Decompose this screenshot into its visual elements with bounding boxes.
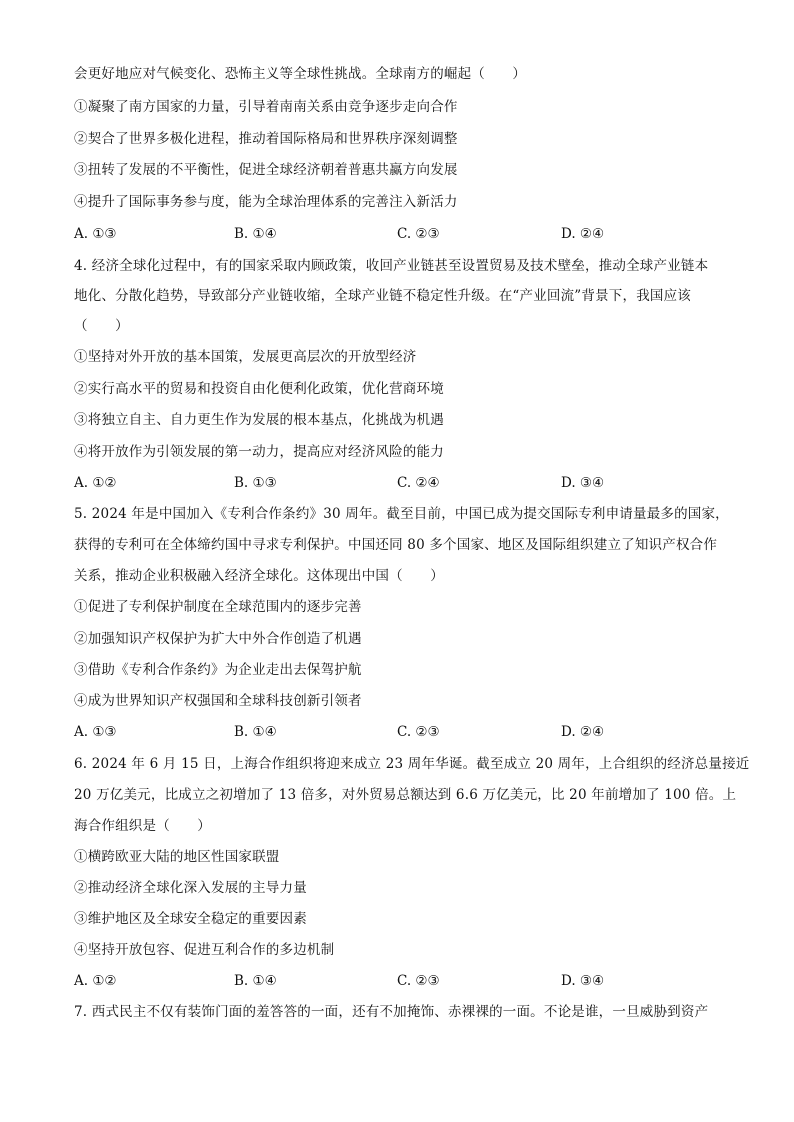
q6-stem-line-1: 6. 2024 年 6 月 15 日，上海合作组织将迎来成立 23 周年华诞。截至成立 20 周年，上合组织的经济总量接近	[74, 756, 750, 772]
q6-stem-line-3: 海合作组织是（ ）	[74, 818, 211, 834]
q3-item-2: ②契合了世界多极化进程，推动着国际格局和世界秩序深刻调整	[74, 131, 458, 147]
q6-item-4: ④坚持开放包容、促进互利合作的多边机制	[74, 942, 335, 958]
q6-option-a[interactable]: A. ①②	[74, 973, 117, 989]
q6-item-2: ②推动经济全球化深入发展的主导力量	[74, 880, 307, 896]
q6-option-b[interactable]: B. ①④	[234, 973, 277, 989]
q3-options	[74, 224, 754, 244]
q4-stem-line-2: 地化、分散化趋势，导致部分产业链收缩，全球产业链不稳定性升级。在“产业回流”背景下，我国应该	[74, 288, 692, 304]
q6-option-c[interactable]: C. ②③	[397, 973, 440, 989]
q3-option-d[interactable]: D. ②④	[561, 226, 605, 242]
q5-option-a[interactable]: A. ①③	[74, 724, 117, 740]
q5-item-2: ②加强知识产权保护为扩大中外合作创造了机遇	[74, 631, 362, 647]
q3-stem-tail: 会更好地应对气候变化、恐怖主义等全球性挑战。全球南方的崛起（ ）	[74, 66, 527, 82]
q5-option-d[interactable]: D. ②④	[561, 724, 605, 740]
q4-item-4: ④将开放作为引领发展的第一动力，提高应对经济风险的能力	[74, 444, 444, 460]
q6-item-1: ①横跨欧亚大陆的地区性国家联盟	[74, 849, 280, 865]
q3-option-c[interactable]: C. ②③	[397, 226, 440, 242]
q6-item-3: ③维护地区及全球安全稳定的重要因素	[74, 911, 307, 927]
q7-stem-line-1: 7. 西式民主不仅有装饰门面的羞答答的一面，还有不加掩饰、赤裸裸的一面。不论是谁，一旦威胁到资产	[74, 1004, 709, 1020]
q6-options	[74, 971, 754, 991]
q5-option-b[interactable]: B. ①④	[234, 724, 277, 740]
q5-item-3: ③借助《专利合作条约》为企业走出去保驾护航	[74, 662, 362, 678]
q3-item-1: ①凝聚了南方国家的力量，引导着南南关系由竞争逐步走向合作	[74, 99, 458, 115]
q3-item-4: ④提升了国际事务参与度，能为全球治理体系的完善注入新活力	[74, 194, 458, 210]
q4-option-a[interactable]: A. ①②	[74, 475, 117, 491]
q5-item-4: ④成为世界知识产权强国和全球科技创新引领者	[74, 693, 362, 709]
q6-option-d[interactable]: D. ③④	[561, 973, 605, 989]
q5-stem-line-1: 5. 2024 年是中国加入《专利合作条约》30 周年。截至目前，中国已成为提交国际专利申请量最多的国家，	[74, 506, 729, 522]
q4-item-3: ③将独立自主、自力更生作为发展的根本基点，化挑战为机遇	[74, 412, 444, 428]
q3-option-a[interactable]: A. ①③	[74, 226, 117, 242]
q4-options	[74, 473, 754, 493]
q5-item-1: ①促进了专利保护制度在全球范围内的逐步完善	[74, 599, 362, 615]
q4-stem-line-3: （ ）	[74, 318, 129, 334]
q5-stem-line-2: 获得的专利可在全体缔约国中寻求专利保护。中国还同 80 多个国家、地区及国际组织建立了知识产权合作	[74, 537, 718, 553]
q4-option-d[interactable]: D. ③④	[561, 475, 605, 491]
q4-item-2: ②实行高水平的贸易和投资自由化便利化政策，优化营商环境	[74, 381, 444, 397]
q5-options	[74, 722, 754, 742]
q4-option-c[interactable]: C. ②④	[397, 475, 440, 491]
q6-stem-line-2: 20 万亿美元，比成立之初增加了 13 倍多，对外贸易总额达到 6.6 万亿美元，比 20 年前增加了 100 倍。上	[74, 787, 737, 803]
q3-option-b[interactable]: B. ①④	[234, 226, 277, 242]
q4-item-1: ①坚持对外开放的基本国策，发展更高层次的开放型经济	[74, 349, 417, 365]
q5-stem-line-3: 关系，推动企业积极融入经济全球化。这体现出中国（ ）	[74, 568, 444, 584]
q4-option-b[interactable]: B. ①③	[234, 475, 277, 491]
q5-option-c[interactable]: C. ②③	[397, 724, 440, 740]
q4-stem-line-1: 4. 经济全球化过程中，有的国家采取内顾政策，收回产业链甚至设置贸易及技术壁垒，推动全球产业链本	[74, 258, 709, 274]
q3-item-3: ③扭转了发展的不平衡性，促进全球经济朝着普惠共赢方向发展	[74, 162, 458, 178]
